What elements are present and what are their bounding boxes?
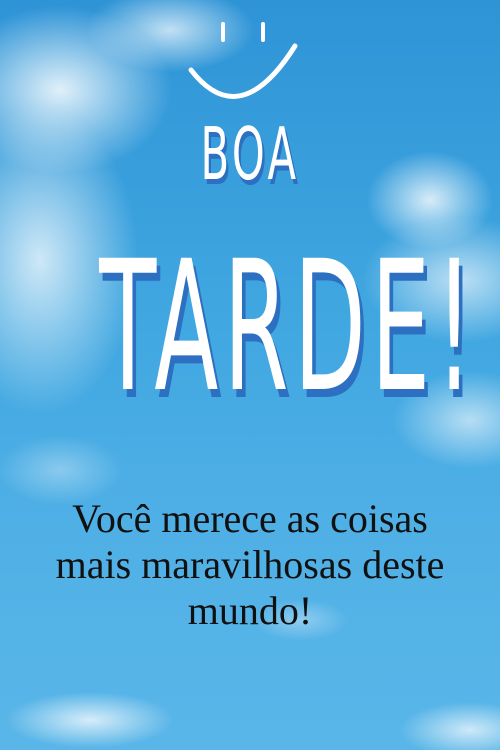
message-text: Você merece as coisas mais maravilhosas deste mundo! bbox=[55, 496, 445, 633]
smiley-face-icon bbox=[185, 18, 305, 108]
headline-boa: BOA bbox=[200, 112, 300, 196]
headline-tarde: TARDE! bbox=[99, 223, 479, 432]
